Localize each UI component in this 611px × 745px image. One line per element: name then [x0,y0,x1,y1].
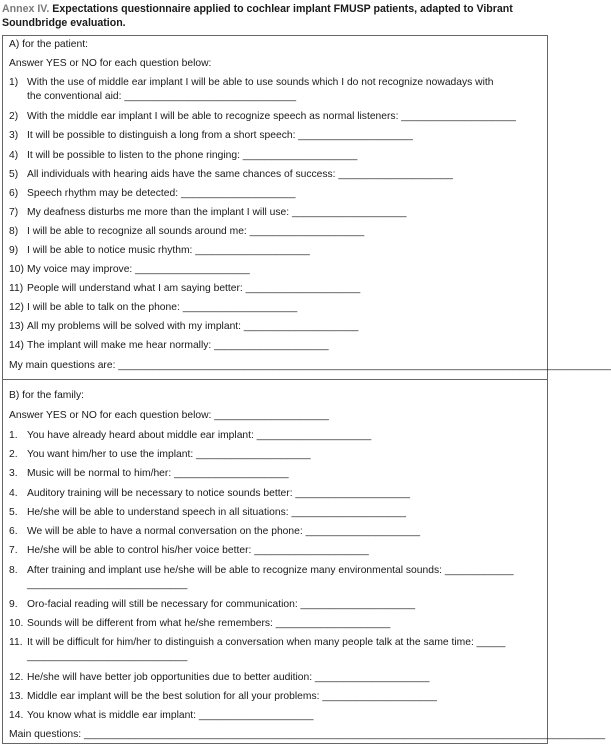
question-number: 2) [9,111,19,122]
question-text: With the use of middle ear implant I will be able to use sounds which I do not recognize nowadays with [27,77,494,88]
patient-instruction: Answer YES or NO for each question below: [9,58,212,69]
question-text: Oro-facial reading will still be necessary for communication: ____________________ [27,599,416,610]
question-number: 10) [9,264,24,275]
patient-question-7[interactable] [9,206,543,219]
family-question-11-answer[interactable]: ____________________________ [27,651,188,662]
question-number: 1) [9,77,19,88]
question-number: 6. [9,526,18,537]
patient-question-14[interactable] [9,339,543,352]
question-number: 13) [9,321,24,332]
question-number: 11. [9,637,23,648]
patient-question-12[interactable] [9,301,543,314]
question-number: 8) [9,226,19,237]
family-question-11[interactable] [9,636,543,649]
question-text: He/she will be able to control his/her voice better: ____________________ [27,545,369,556]
question-text: You know what is middle ear implant: ____________________ [27,710,314,721]
question-number: 3) [9,130,19,141]
question-number: 8. [9,565,18,576]
patient-question-10[interactable] [9,263,543,276]
annex-title [2,2,548,30]
question-text: After training and implant use he/she will be able to recognize many environmental sounds: ____________ [27,565,514,576]
question-text: With the middle ear implant I will be able to recognize speech as normal listeners: ____________________ [27,111,516,122]
patient-question-13[interactable] [9,320,543,333]
question-text: Speech rhythm may be detected: ____________________ [27,188,296,199]
patient-question-6[interactable] [9,187,543,200]
question-number: 4) [9,150,19,161]
patient-question-5[interactable] [9,168,543,181]
family-section [2,379,606,744]
question-text: He/she will be able to understand speech in all situations: ____________________ [27,507,406,518]
question-number: 14. [9,710,24,721]
question-number: 1. [9,430,18,441]
question-number: 4. [9,488,18,499]
patient-section-heading: A) for the patient: [9,39,88,50]
patient-section [2,35,611,380]
question-text: You have already heard about middle ear implant: ____________________ [27,430,372,441]
patient-question-9[interactable] [9,244,543,257]
family-question-3[interactable] [9,467,543,480]
question-text: My deafness disturbs me more than the implant I will use: ____________________ [27,207,407,218]
question-text: My voice may improve: ____________________ [27,264,250,275]
annex-title-text: Expectations questionnaire applied to cochlear implant FMUSP patients, adapted to Vibrant Soundbridge evaluation. [2,3,513,29]
family-section-heading: B) for the family: [9,390,84,401]
family-main-questions[interactable]: Main questions: ___________________________________________________________________________________________ [9,729,606,740]
question-number: 14) [9,340,24,351]
family-question-2[interactable] [9,448,543,461]
question-text: We will be able to have a normal conversation on the phone: ____________________ [27,526,421,537]
question-number: 11) [9,283,24,294]
question-text: I will be able to recognize all sounds around me: ____________________ [27,226,365,237]
question-text: All my problems will be solved with my implant: ____________________ [27,321,359,332]
question-text: It will be possible to distinguish a long from a short speech: ____________________ [27,130,413,141]
patient-question-4[interactable] [9,149,543,162]
family-question-5[interactable] [9,506,543,519]
annex-label: Annex IV. [2,3,50,15]
question-text: People will understand what I am saying better: ____________________ [27,283,361,294]
question-text: Auditory training will be necessary to notice sounds better: ____________________ [27,488,410,499]
question-text: Sounds will be different from what he/she remembers: ____________________ [27,618,391,629]
question-number: 5. [9,507,18,518]
question-number: 9. [9,599,18,610]
family-question-10[interactable] [9,617,543,630]
family-question-8-answer[interactable]: ____________________________ [27,579,188,590]
family-question-8[interactable] [9,564,543,577]
question-number: 7) [9,207,19,218]
family-question-4[interactable] [9,487,543,500]
question-text: Middle ear implant will be the best solution for all your problems: ____________________ [27,691,437,702]
question-text: You want him/her to use the implant: ____________________ [27,449,311,460]
patient-question-8[interactable] [9,225,543,238]
patient-question-1-answer[interactable]: the conventional aid: ______________________________ [27,91,297,102]
family-question-13[interactable] [9,690,543,703]
question-number: 6) [9,188,19,199]
question-text: All individuals with hearing aids have the same chances of success: ____________________ [27,169,453,180]
patient-main-questions[interactable]: My main questions are: ______________________________________________________________________________________ [9,360,611,371]
question-text: It will be possible to listen to the phone ringing: ____________________ [27,150,358,161]
question-text: Music will be normal to him/her: ____________________ [27,468,289,479]
question-number: 3. [9,468,18,479]
family-question-9[interactable] [9,598,543,611]
patient-question-3[interactable] [9,129,543,142]
family-question-1[interactable] [9,429,543,442]
patient-question-11[interactable] [9,282,543,295]
patient-question-1[interactable] [9,76,543,89]
question-number: 7. [9,545,18,556]
family-question-12[interactable] [9,671,543,684]
question-number: 12) [9,302,24,313]
family-question-7[interactable] [9,544,543,557]
question-text: I will be able to talk on the phone: ____________________ [27,302,298,313]
question-number: 5) [9,169,19,180]
family-question-6[interactable] [9,525,543,538]
question-number: 9) [9,245,19,256]
question-number: 10. [9,618,24,629]
question-number: 2. [9,449,18,460]
question-text: He/she will have better job opportunities due to better audition: ____________________ [27,672,430,683]
question-number: 12. [9,672,24,683]
question-text: The implant will make me hear normally: ____________________ [27,340,329,351]
patient-question-2[interactable] [9,110,543,123]
question-text: It will be difficult for him/her to distinguish a conversation when many people talk at the same time: _____ [27,637,506,648]
question-text: I will be able to notice music rhythm: ____________________ [27,245,310,256]
family-instruction[interactable]: Answer YES or NO for each question below: ____________________ [9,410,329,421]
question-number: 13. [9,691,24,702]
family-question-14[interactable] [9,709,543,722]
